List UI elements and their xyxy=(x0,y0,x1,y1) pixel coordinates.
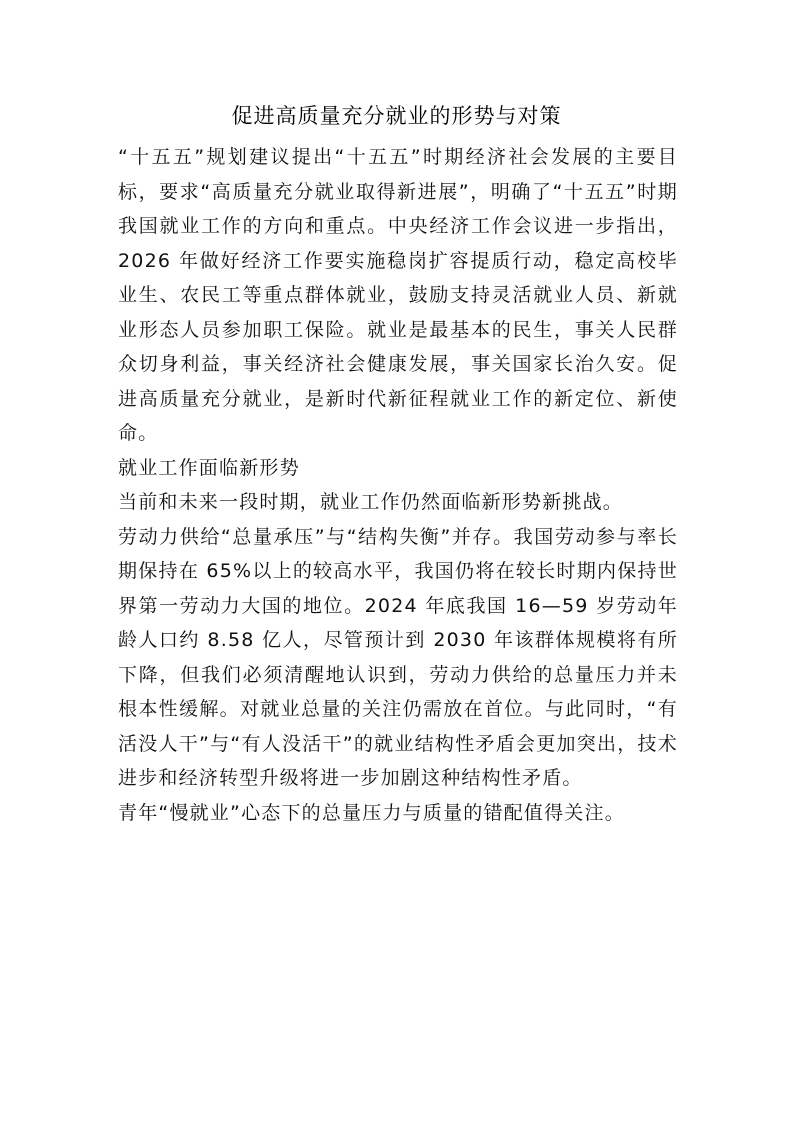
document-body xyxy=(118,140,678,830)
paragraph-intro: “十五五”规划建议提出“十五五”时期经济社会发展的主要目标，要求“高质量充分就业取得新进展”，明确了“十五五”时期我国就业工作的方向和重点。中央经济工作会议进一步指出，2026 年做好经济工作要实施稳岗扩容提质行动，稳定高校毕业生、农民工等重点群体就业，鼓励支持灵活就业人员、新就业形态人员参加职工保险。就业是最基本的民生，事关人民群众切身利益，事关经济社会健康发展，事关国家长治久安。促进高质量充分就业，是新时代新征程就业工作的新定位、新使命。 xyxy=(118,146,678,444)
section-heading: 就业工作面临新形势 xyxy=(118,456,300,479)
paragraph-labor-supply: 劳动力供给“总量承压”与“结构失衡”并存。我国劳动参与率长期保持在 65%以上的较高水平，我国仍将在较长时期内保持世界第一劳动力大国的地位。2024 年底我国 16—59 岁劳动年龄人口约 8.58 亿人，尽管预计到 2030 年该群体规模将有所下降，但我们必须清醒地认识到，劳动力供给的总量压力并未根本性缓解。对就业总量的关注仍需放在首位。与此同时，“有活没人干”与“有人没活干”的就业结构性矛盾会更加突出，技术进步和经济转型升级将进一步加剧这种结构性矛盾。 xyxy=(118,525,678,789)
paragraph-situation: 当前和未来一段时期，就业工作仍然面临新形势新挑战。 xyxy=(118,491,624,513)
paragraph-youth: 青年“慢就业”心态下的总量压力与质量的错配值得关注。 xyxy=(118,801,625,824)
document-title: 促进高质量充分就业的形势与对策 xyxy=(231,104,562,128)
